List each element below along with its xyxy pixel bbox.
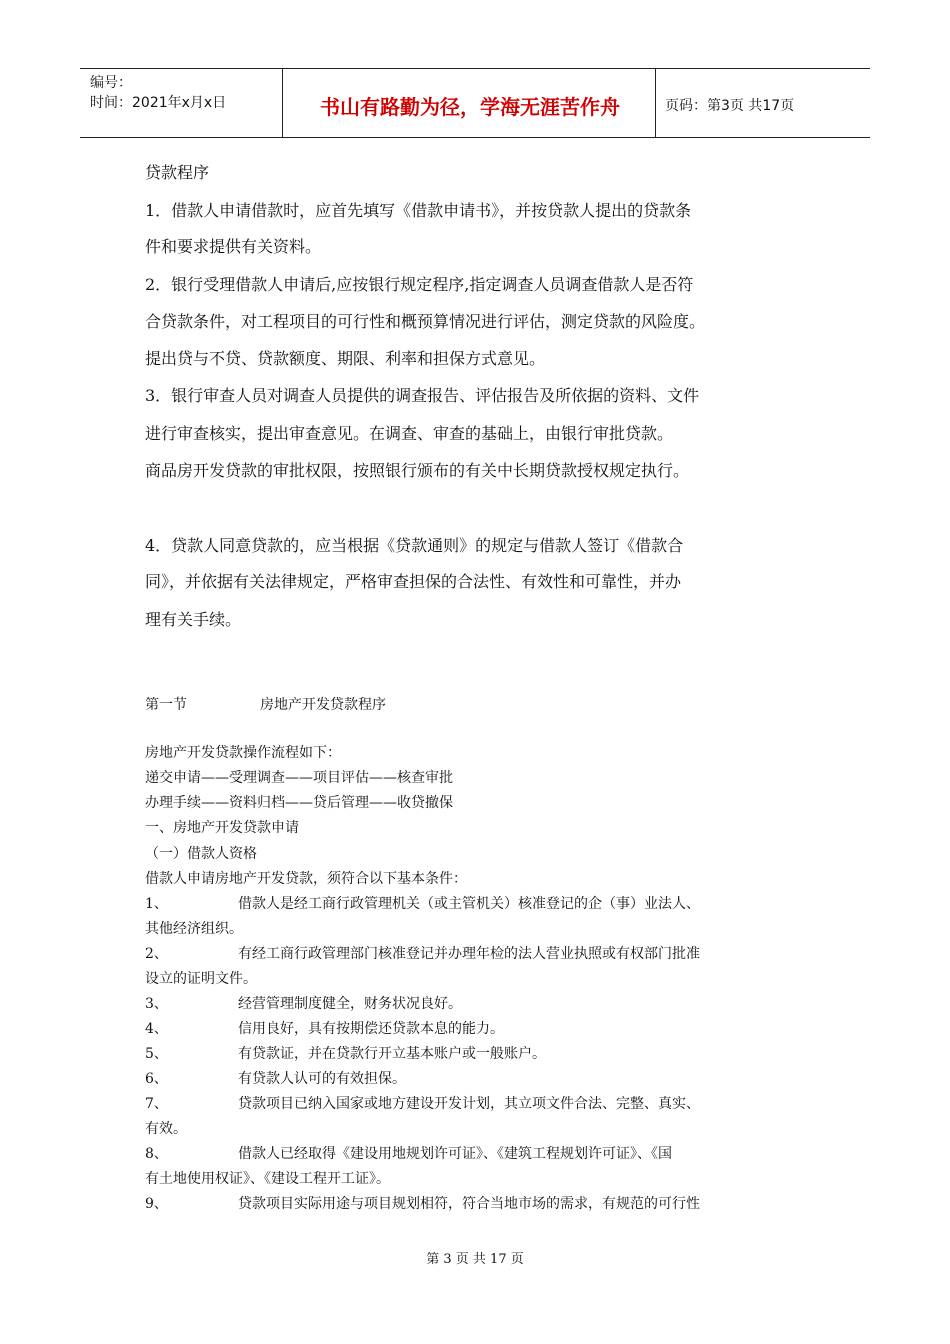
- list-item-number: 9、: [145, 1196, 168, 1212]
- paragraph-line: 1．借款人申请借款时，应首先填写《借款申请书》，并按贷款人提出的贷款条: [145, 201, 692, 220]
- list-item-continuation: 其他经济组织。: [145, 921, 243, 937]
- header-date: 时间：2021年x月x日: [90, 95, 227, 111]
- paragraph-line: 4．贷款人同意贷款的，应当根据《贷款通则》的规定与借款人签订《借款合: [145, 536, 684, 555]
- list-item: [145, 1195, 700, 1213]
- list-item-number: 3、: [145, 996, 168, 1012]
- list-item-number: 4、: [145, 1021, 168, 1037]
- header-motto: 书山有路勤为径，学海无涯苦作舟: [320, 95, 620, 119]
- list-item: [145, 1145, 672, 1163]
- list-item-text: 有贷款人认可的有效担保。: [238, 1071, 406, 1087]
- header-number-label: 编号：: [90, 75, 132, 91]
- document-header: [80, 68, 870, 138]
- list-item: [145, 1070, 406, 1088]
- list-item: [145, 995, 462, 1013]
- list-item-text: 经营管理制度健全，财务状况良好。: [238, 996, 462, 1012]
- paragraph-line: 同》，并依据有关法律规定，严格审查担保的合法性、有效性和可靠性，并办: [145, 572, 682, 591]
- header-meta: [90, 73, 226, 113]
- list-item-number: 7、: [145, 1096, 168, 1112]
- chapter-number: 第一节: [145, 697, 187, 713]
- paragraph-line: 提出贷与不贷、贷款额度、期限、利率和担保方式意见。: [145, 349, 546, 368]
- list-item-text: 有经工商行政管理部门核准登记并办理年检的法人营业执照或有权部门批准: [238, 946, 700, 962]
- list-item-text: 信用良好，具有按期偿还贷款本息的能力。: [238, 1021, 504, 1037]
- header-divider-right: [655, 69, 656, 137]
- header-page-label: 页码：第3页 共17页: [665, 98, 795, 114]
- paragraph-line: 商品房开发贷款的审批权限，按照银行颁布的有关中长期贷款授权规定执行。: [145, 461, 690, 480]
- paragraph-line: 件和要求提供有关资料。: [145, 237, 322, 256]
- body-line: 递交申请——受理调查——项目评估——核查审批: [145, 770, 453, 786]
- list-item-text: 贷款项目实际用途与项目规划相符，符合当地市场的需求，有规范的可行性: [238, 1196, 700, 1212]
- paragraph-line: 理有关手续。: [145, 610, 242, 629]
- list-item: [145, 945, 700, 963]
- header-divider-left: [282, 69, 283, 137]
- list-item-number: 5、: [145, 1046, 168, 1062]
- list-item-text: 借款人已经取得《建设用地规划许可证》、《建筑工程规划许可证》、《国: [238, 1146, 672, 1162]
- list-item-number: 6、: [145, 1071, 168, 1087]
- body-line: 一、房地产开发贷款申请: [145, 820, 299, 836]
- body-line: 房地产开发贷款操作流程如下：: [145, 745, 341, 761]
- body-line: 借款人申请房地产开发贷款，须符合以下基本条件：: [145, 871, 467, 887]
- list-item: [145, 1045, 546, 1063]
- page-footer: 第 3 页 共 17 页: [426, 1252, 524, 1267]
- paragraph-line: 2．银行受理借款人申请后,应按银行规定程序,指定调查人员调查借款人是否符: [145, 275, 694, 294]
- paragraph-line: 进行审查核实，提出审查意见。在调查、审查的基础上，由银行审批贷款。: [145, 424, 674, 443]
- list-item-number: 8、: [145, 1146, 168, 1162]
- list-item: [145, 895, 700, 913]
- list-item-continuation: 有效。: [145, 1121, 187, 1137]
- list-item-text: 有贷款证，并在贷款行开立基本账户或一般账户。: [238, 1046, 546, 1062]
- body-line: 办理手续——资料归档——贷后管理——收贷撤保: [145, 795, 453, 811]
- list-item: [145, 1095, 700, 1113]
- chapter-title: 房地产开发贷款程序: [260, 697, 386, 713]
- list-item-text: 借款人是经工商行政管理机关（或主管机关）核准登记的企（事）业法人、: [238, 896, 700, 912]
- list-item-continuation: 设立的证明文件。: [145, 971, 257, 987]
- paragraph-line: 3．银行审查人员对调查人员提供的调查报告、评估报告及所依据的资料、文件: [145, 386, 700, 405]
- list-item-continuation: 有土地使用权证》、《建设工程开工证》。: [145, 1171, 390, 1187]
- body-line: （一）借款人资格: [145, 846, 257, 862]
- list-item-number: 2、: [145, 946, 168, 962]
- list-item-text: 贷款项目已纳入国家或地方建设开发计划，其立项文件合法、完整、真实、: [238, 1096, 700, 1112]
- paragraph-line: 合贷款条件，对工程项目的可行性和概预算情况进行评估，测定贷款的风险度。: [145, 312, 706, 331]
- section-title: 贷款程序: [145, 163, 210, 182]
- list-item: [145, 1020, 504, 1038]
- list-item-number: 1、: [145, 896, 168, 912]
